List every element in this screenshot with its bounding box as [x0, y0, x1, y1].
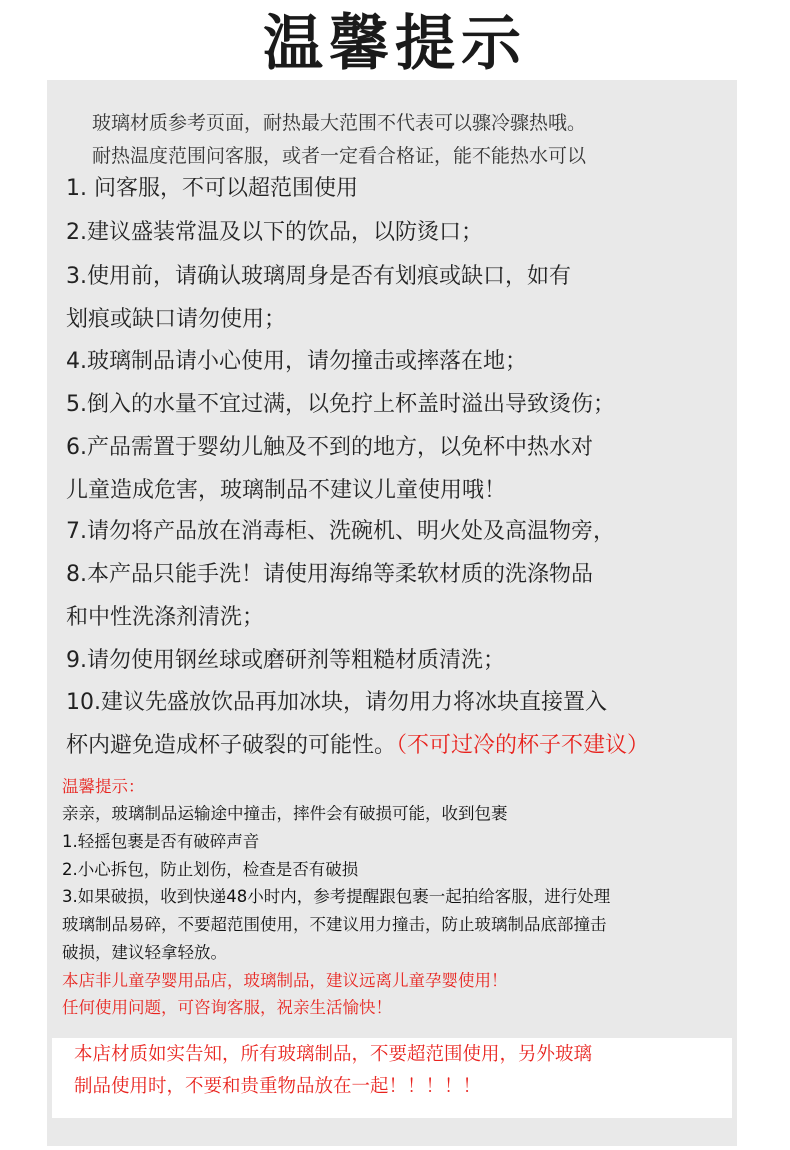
- notice-line: 3.如果破损，收到快递48小时内，参考提醒跟包裹一起拍给客服，进行处理: [62, 887, 611, 906]
- list-item: 1. 问客服，不可以超范围使用: [66, 176, 358, 201]
- list-item: 9.请勿使用钢丝球或磨研剂等粗糙材质清洗；: [66, 648, 505, 673]
- list-item: 儿童造成危害，玻璃制品不建议儿童使用哦！: [66, 478, 507, 503]
- page-title: 温馨提示: [263, 9, 527, 79]
- intro-line: 玻璃材质参考页面，耐热最大范围不代表可以骤冷骤热哦。: [92, 112, 587, 134]
- notice-line: 破损，建议轻拿轻放。: [62, 943, 227, 962]
- list-item: 划痕或缺口请勿使用；: [66, 307, 287, 332]
- notice-line: 2.小心拆包，防止划伤，检查是否有破损: [62, 860, 359, 879]
- list-item: 和中性洗涤剂清洗；: [66, 605, 265, 630]
- notice-red-line: 任何使用问题，可咨询客服，祝亲生活愉快！: [62, 998, 392, 1017]
- notice-line: 1.轻摇包裹是否有破碎声音: [62, 832, 260, 851]
- list-item-note: （不可过冷的杯子不建议）: [396, 733, 650, 758]
- notice-line: 玻璃制品易碎，不要超范围使用，不建议用力撞击，防止玻璃制品底部撞击: [62, 915, 607, 934]
- list-item: 5.倒入的水量不宜过满，以免拧上杯盖时溢出导致烫伤；: [66, 392, 615, 417]
- notice-red-line: 本店非儿童孕婴用品店，玻璃制品，建议远离儿童孕婴使用！: [62, 971, 508, 990]
- list-item-text: 杯内避免造成杯子破裂的可能性。: [66, 733, 397, 758]
- list-item: 10.建议先盛放饮品再加冰块，请勿用力将冰块直接置入: [66, 690, 607, 715]
- warning-line: 制品使用时，不要和贵重物品放在一起！！！！！: [74, 1076, 482, 1097]
- warning-box: [52, 1038, 732, 1118]
- list-item-last: [66, 731, 649, 761]
- list-item: 4.玻璃制品请小心使用，请勿撞击或摔落在地；: [66, 349, 527, 374]
- notice-line: 亲亲，玻璃制品运输途中撞击，摔件会有破损可能，收到包裹: [62, 804, 508, 823]
- list-item: 2.建议盛装常温及以下的饮品，以防烫口；: [66, 220, 483, 245]
- intro-line: 耐热温度范围问客服，或者一定看合格证，能不能热水可以: [92, 145, 587, 167]
- warning-line: 本店材质如实告知，所有玻璃制品，不要超范围使用，另外玻璃: [74, 1044, 593, 1065]
- notice-heading: 温馨提示：: [62, 777, 145, 796]
- list-item: 3.使用前，请确认玻璃周身是否有划痕或缺口，如有: [66, 264, 571, 289]
- list-item: 6.产品需置于婴幼儿触及不到的地方，以免杯中热水对: [66, 435, 593, 460]
- list-item: 8.本产品只能手洗！请使用海绵等柔软材质的洗涤物品: [66, 562, 593, 587]
- list-item: 7.请勿将产品放在消毒柜、洗碗机、明火处及高温物旁，: [66, 519, 615, 544]
